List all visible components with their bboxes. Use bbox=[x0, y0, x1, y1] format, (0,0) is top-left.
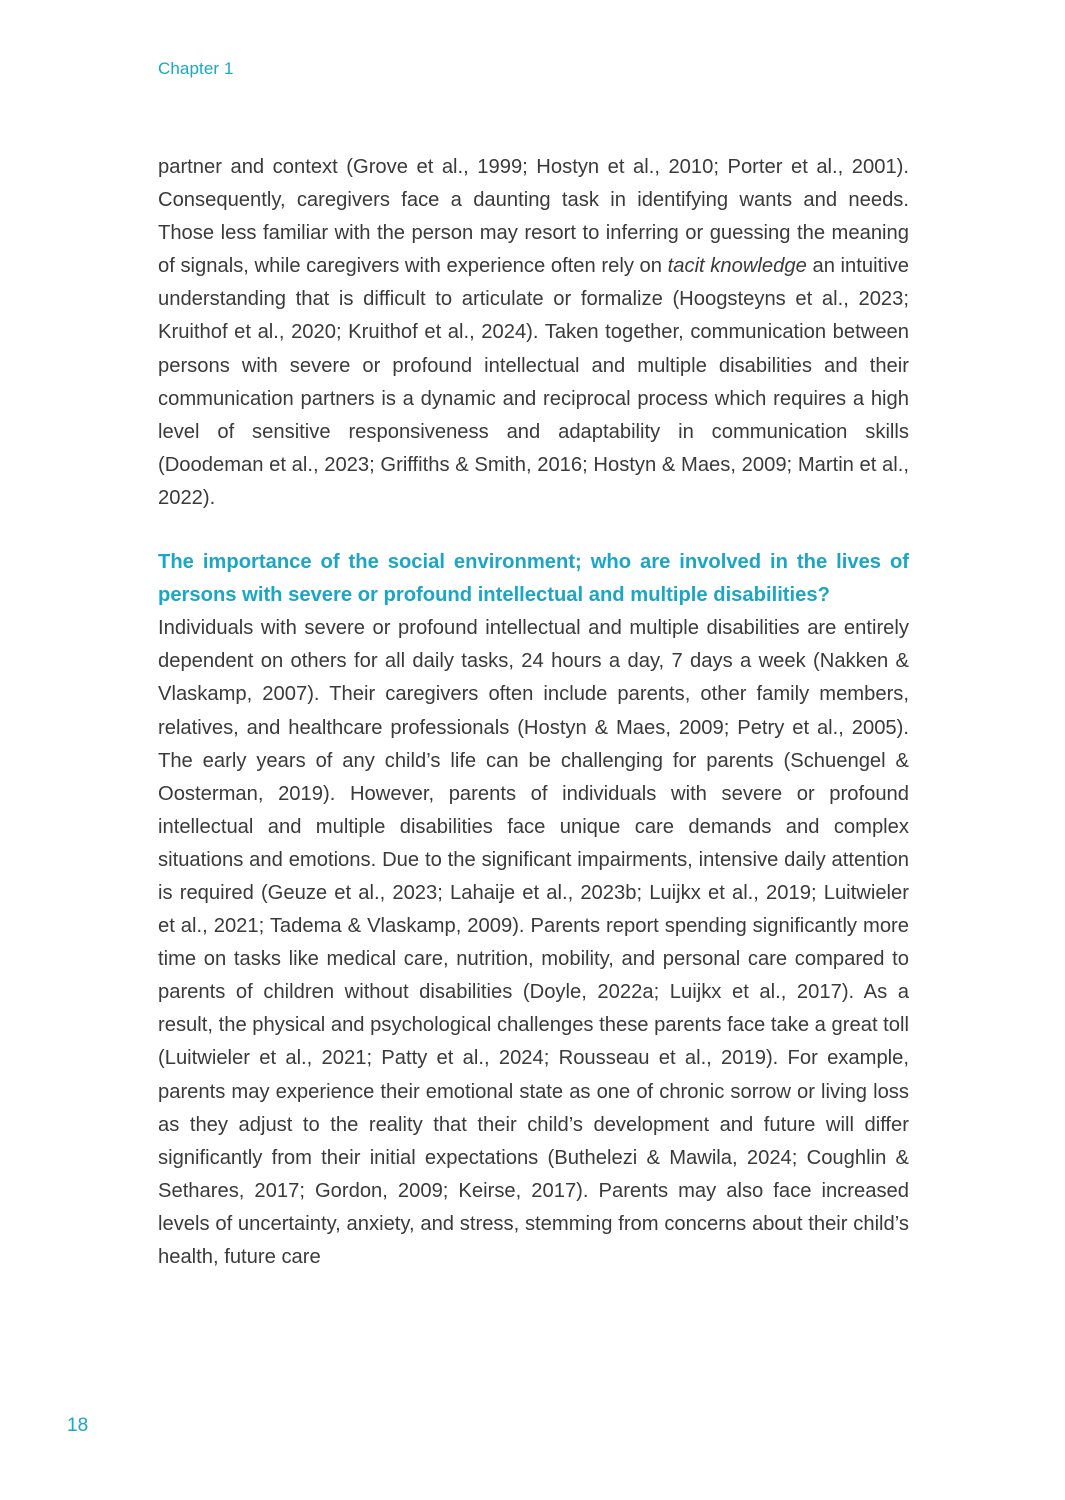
running-header-chapter: Chapter 1 bbox=[158, 59, 234, 78]
body-paragraph-2: Individuals with severe or profound intellectual and multiple disabilities are entirely dependent on others for all daily tasks, 24 hours a day, 7 days a week (Nakken & Vlaskamp, 2007). Their caregivers often include parents, other family members, relatives, and healthcare professionals (Hostyn & Maes, 2009; Petry et al., 2005). The early years of any child’s life can be challenging for parents (Schuengel & Oosterman, 2019). However, parents of individuals with severe or profound intellectual and multiple disabilities face unique care demands and complex situations and emotions. Due to the significant impairments, intensive daily attention is required (Geuze et al., 2023; Lahaije et al., 2023b; Luijkx et al., 2019; Luitwieler et al., 2021; Tadema & Vlaskamp, 2009). Parents report spending significantly more time on tasks like medical care, nutrition, mobility, and personal care compared to parents of children without disabilities (Doyle, 2022a; Luijkx et al., 2017). As a result, the physical and psychological challenges these parents face take a great toll (Luitwieler et al., 2021; Patty et al., 2024; Rousseau et al., 2019). For example, parents may experience their emotional state as one of chronic sorrow or living loss as they adjust to the reality that their child’s development and future will differ significantly from their initial expectations (Buthelezi & Mawila, 2024; Coughlin & Sethares, 2017; Gordon, 2009; Keirse, 2017). Parents may also face increased levels of uncertainty, anxiety, and stress, stemming from concerns about their child’s health, future care bbox=[158, 617, 909, 1268]
page-body bbox=[158, 151, 909, 1274]
page-number: 18 bbox=[67, 1415, 89, 1436]
paragraph-1-text-end: an intuitive understanding that is difficult to articulate or formalize (Hoogsteyns et al., 2023; Kruithof et al., 2020; Kruithof et al., 2024). Taken together, communication between persons with severe or profound intellectual and multiple disabilities and their communication partners is a dynamic and reciprocal process which requires a high level of sensitive responsiveness and adaptability in communication skills (Doodeman et al., 2023; Griffiths & Smith, 2016; Hostyn & Maes, 2009; Martin et al., 2022). bbox=[158, 255, 909, 509]
italic-term: tacit knowledge bbox=[667, 255, 807, 278]
paragraph-1-text-start: partner and context (Grove et al., 1999; Hostyn et al., 2010; Porter et al., 2001). Consequently, caregivers face a daunting task in identifying wants and needs. Those less familiar with the person may resort to inferring or guessing the meaning of signals, while caregivers with experience often rely on bbox=[158, 156, 909, 278]
section-heading: The importance of the social environment; who are involved in the lives of persons with severe or profound intellectual and multiple disabilities? bbox=[158, 551, 909, 607]
body-paragraph-1 bbox=[158, 151, 909, 515]
